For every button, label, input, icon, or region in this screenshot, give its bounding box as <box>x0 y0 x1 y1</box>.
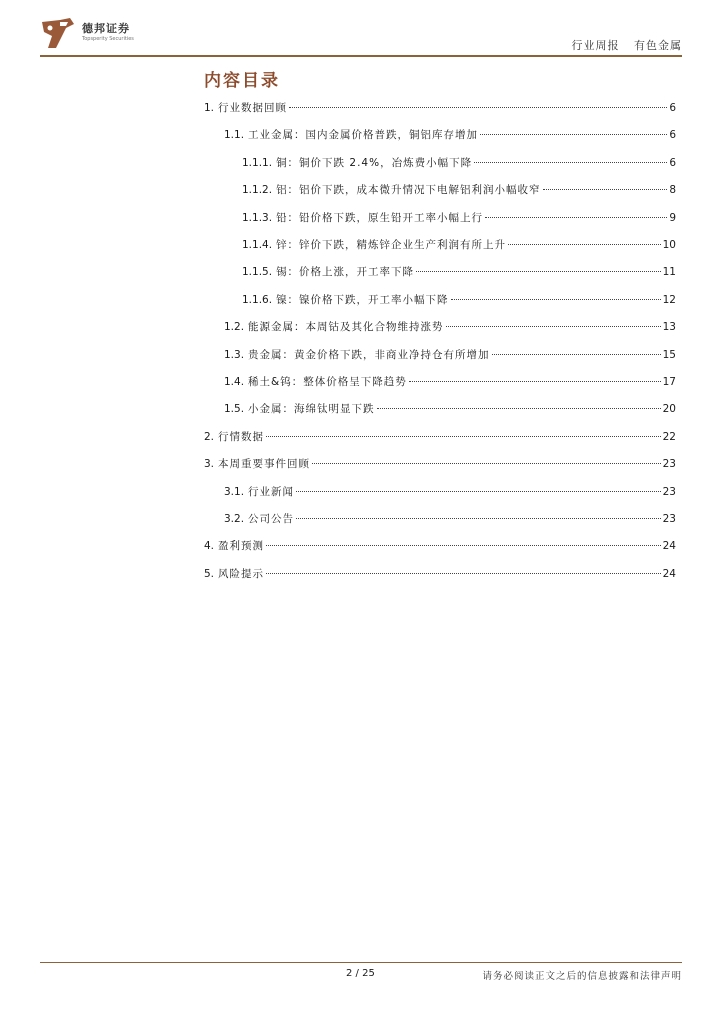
toc-entry[interactable] <box>204 456 676 472</box>
toc-leader-dots <box>485 217 667 218</box>
toc-entry-number: 5. <box>204 567 215 580</box>
toc-entry-page: 20 <box>662 403 676 416</box>
toc-entry-text: 公司公告 <box>248 513 295 525</box>
toc-leader-dots <box>543 189 668 190</box>
toc-entry-label <box>224 127 478 142</box>
toc-entry-text: 锡：价格上涨，开工率下降 <box>276 266 415 279</box>
toc-entry-number: 1.1.5. <box>242 266 273 279</box>
toc-entry-text: 本周重要事件回顾 <box>218 458 311 471</box>
toc-entry-number: 3. <box>204 458 215 471</box>
toc-entry-text: 盈利预测 <box>218 540 265 553</box>
toc-leader-dots <box>416 271 661 272</box>
toc-entry-number: 1. <box>204 102 215 114</box>
report-sector: 有色金属 <box>634 39 682 52</box>
toc-entry-page: 24 <box>662 567 676 580</box>
toc-leader-dots <box>451 299 661 300</box>
toc-entry-text: 铅：铅价格下跌，原生铅开工率小幅上行 <box>276 211 484 224</box>
header-divider <box>40 55 682 57</box>
toc-entry-label <box>224 401 375 416</box>
toc-entry[interactable] <box>242 210 676 226</box>
toc-entry[interactable] <box>224 374 676 390</box>
toc-leader-dots <box>409 381 661 382</box>
logo-mark-icon <box>40 16 76 52</box>
toc-entry[interactable] <box>224 511 676 527</box>
toc-entry-number: 1.4. <box>224 376 245 388</box>
toc-entry[interactable] <box>242 264 676 280</box>
toc-entry-number: 1.3. <box>224 348 245 361</box>
toc-entry-number: 1.1.2. <box>242 184 273 197</box>
toc-entry-label <box>224 347 490 362</box>
toc-leader-dots <box>296 518 661 519</box>
toc-entry[interactable] <box>204 538 676 554</box>
toc-leader-dots <box>446 326 661 327</box>
toc-entry-label <box>242 292 449 307</box>
toc-entry-number: 1.1.6. <box>242 293 273 306</box>
toc-entry-page: 13 <box>662 321 676 334</box>
toc-entry-page: 11 <box>662 266 676 279</box>
toc-entry[interactable] <box>242 182 676 198</box>
toc-entry-page: 23 <box>662 458 676 471</box>
toc-entry[interactable] <box>242 155 676 171</box>
page-header <box>40 12 682 56</box>
report-type: 行业周报 <box>571 39 620 52</box>
toc-leader-dots <box>266 545 661 546</box>
toc-leader-dots <box>266 573 661 574</box>
toc-leader-dots <box>289 107 667 108</box>
toc-entry-page: 6 <box>669 102 676 114</box>
toc-leader-dots <box>508 244 661 245</box>
toc-entry-number: 4. <box>204 540 215 553</box>
toc-entry[interactable] <box>204 429 676 445</box>
toc-entry-label <box>242 210 483 225</box>
toc-entry-page: 6 <box>669 129 676 142</box>
toc-entry-label <box>204 456 310 471</box>
footer-divider <box>40 962 682 963</box>
toc-entry-number: 1.1.3. <box>242 211 273 224</box>
toc-entry-label <box>224 511 294 526</box>
page-indicator: 2 / 25 <box>346 968 375 979</box>
header-report-info <box>572 37 683 53</box>
toc-entry[interactable] <box>204 100 676 116</box>
toc-entry-label <box>242 264 414 279</box>
toc-entry-page: 6 <box>669 156 676 169</box>
toc-entry[interactable] <box>242 237 676 253</box>
toc-entry-text: 铝：铝价下跌，成本微升情况下电解铝利润小幅收窄 <box>276 184 541 197</box>
toc-entry-text: 能源金属：本周钴及其化合物维持涨势 <box>248 321 444 334</box>
toc-entry-text: 行情数据 <box>218 430 265 443</box>
toc-entry-page: 12 <box>662 293 676 306</box>
toc-entry-page: 9 <box>669 211 676 224</box>
toc-entry-label <box>204 566 264 581</box>
toc-leader-dots <box>266 436 661 437</box>
toc-entry-text: 工业金属：国内金属价格普跌，铜铝库存增加 <box>248 129 479 142</box>
toc-entry-text: 行业数据回顾 <box>218 102 288 114</box>
toc-entry[interactable] <box>224 347 676 363</box>
toc-entry-page: 24 <box>662 540 676 553</box>
toc-entry-label <box>204 429 264 444</box>
toc-entry-text: 风险提示 <box>218 567 265 580</box>
toc-leader-dots <box>474 162 667 163</box>
logo-text-cn: 德邦证券 <box>82 22 130 35</box>
toc-leader-dots <box>492 354 661 355</box>
toc-leader-dots <box>480 134 667 135</box>
toc-entry[interactable] <box>224 484 676 500</box>
toc-entry-text: 稀土&钨：整体价格呈下降趋势 <box>248 376 407 388</box>
toc-entry-number: 1.1.1. <box>242 156 273 169</box>
toc-entry-number: 1.2. <box>224 321 245 334</box>
toc-entry-page: 23 <box>662 513 676 525</box>
toc-entry-number: 1.5. <box>224 403 245 416</box>
toc-entry-page: 8 <box>669 184 676 197</box>
toc-entry-label <box>224 484 294 499</box>
toc-entry-text: 行业新闻 <box>248 485 295 498</box>
legal-disclaimer: 请务必阅读正文之后的信息披露和法律声明 <box>482 971 682 982</box>
toc-entry-page: 10 <box>662 239 676 251</box>
toc-entry-number: 3.1. <box>224 485 245 498</box>
toc-entry-number: 1.1. <box>224 129 245 142</box>
toc-entry[interactable] <box>224 401 676 417</box>
toc-leader-dots <box>296 491 661 492</box>
company-logo <box>40 16 160 56</box>
toc-entry-text: 镍：镍价格下跌，开工率小幅下降 <box>276 293 449 306</box>
toc-entry-number: 1.1.4. <box>242 239 273 251</box>
toc-leader-dots <box>312 463 661 464</box>
toc-entry-label <box>242 182 541 197</box>
toc-entry[interactable] <box>204 566 676 582</box>
toc-entry-page: 23 <box>662 485 676 498</box>
toc-entry[interactable] <box>242 292 676 308</box>
toc-entry-label <box>242 237 506 252</box>
toc-entry-label <box>224 319 444 334</box>
toc-entry-page: 22 <box>662 430 676 443</box>
toc-entry-label <box>204 538 264 553</box>
toc-entry-number: 2. <box>204 430 215 443</box>
toc-entry-text: 锌：锌价下跌，精炼锌企业生产利润有所上升 <box>276 239 507 251</box>
toc-entry-label <box>242 155 472 170</box>
toc-entry-text: 铜：铜价下跌 2.4%，冶炼费小幅下降 <box>276 156 473 169</box>
toc-entry-number: 3.2. <box>224 513 245 525</box>
toc-entry-page: 17 <box>662 376 676 388</box>
toc-title: 内容目录 <box>204 71 280 91</box>
logo-text-en: Topsperity Securities <box>82 36 134 42</box>
toc-entry-label <box>204 100 287 115</box>
toc-leader-dots <box>377 408 661 409</box>
toc-entry[interactable] <box>224 319 676 335</box>
toc-entry[interactable] <box>224 127 676 143</box>
toc-entry-label <box>224 374 407 389</box>
toc-entry-text: 小金属：海绵钛明显下跌 <box>248 403 375 416</box>
toc-entry-page: 15 <box>662 348 676 361</box>
toc-entry-text: 贵金属：黄金价格下跌，非商业净持仓有所增加 <box>248 348 490 361</box>
